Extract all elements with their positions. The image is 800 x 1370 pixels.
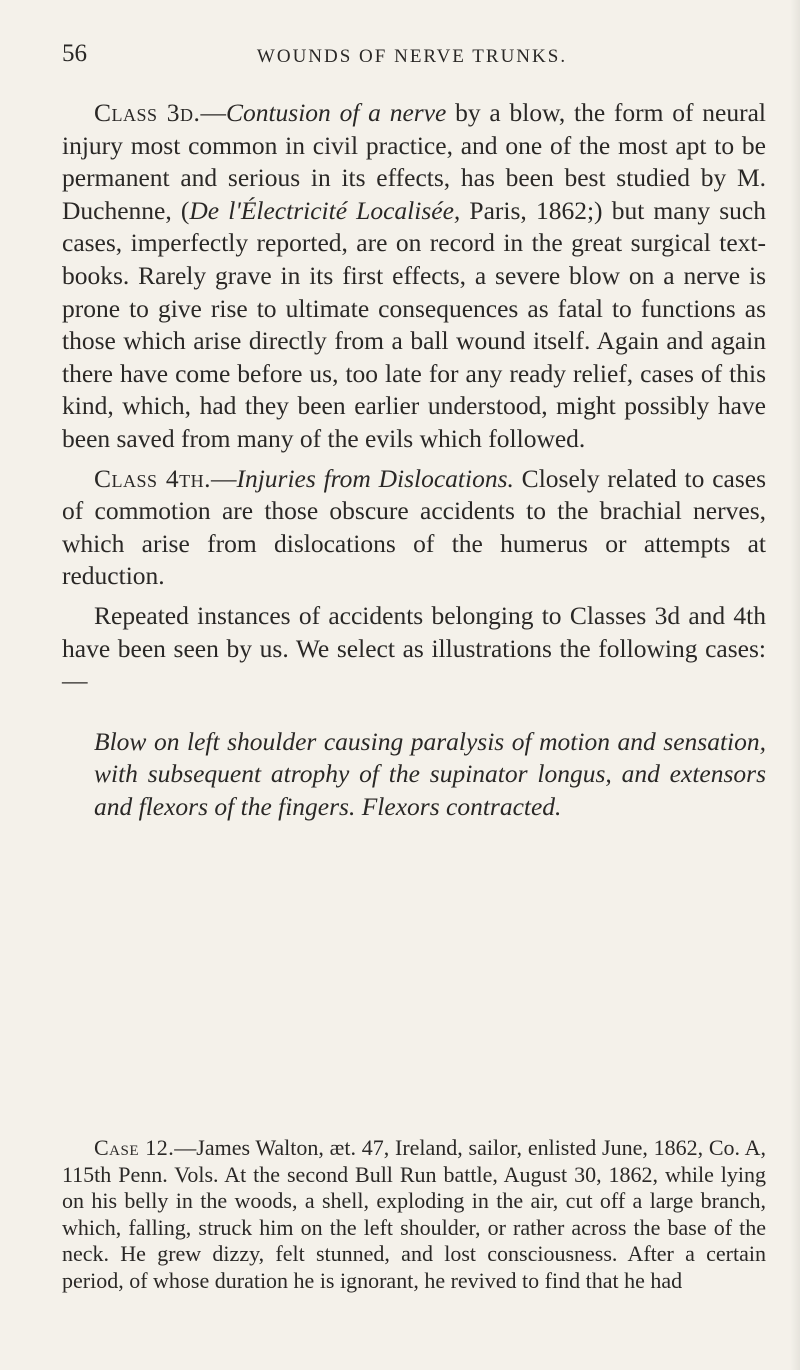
body-text [62,97,766,823]
paragraph-repeated-instances: Repeated instances of accidents belonging to Classes 3d and 4th have been seen by us. We select as illustrations the following cases:— [62,600,766,696]
case-report [62,1135,766,1295]
case-dash: — [174,1135,197,1160]
paragraph-class-4 [62,463,766,593]
case-label: Case 12. [94,1135,175,1160]
class-3d-label: Class 3d. [94,98,201,127]
class-3d-citation: De l'Électricité Localisée, [189,195,461,225]
class-3d-title: Contusion of a nerve [225,98,447,127]
running-head [62,40,762,80]
class-4-title: Injuries from Dislocations. [236,463,514,493]
class-4-dash: — [210,463,237,493]
page-number: 56 [62,40,87,67]
page-edge-shadow [790,0,800,1370]
case-heading: Blow on left shoulder causing paralysis of motion and sensation, with subsequent atrophy of the supinator longus, and extensors and flexors of the fingers. Flexors contracted. [94,726,766,821]
paragraph-class-3d [62,97,766,456]
class-3d-text-1: by a blow, the form of neural injury most common in civil practice, and one of the most apt to be permanent and serious in its effects, has been best studied by M. Duchenne, ( [62,98,766,225]
class-3d-dash: — [200,98,226,127]
class-3d-text-2: Paris, 1862;) but many such cases, imperfectly reported, are on record in the great surgical text-books. Rarely grave in its first effects, a severe blow on a nerve is prone to give rise to ultimate consequences as fatal to functions as those which arise directly from a ball wound itself. Again and again there have come before us, too late for any ready relief, cases of this kind, which, had they been earlier understood, might possibly have been saved from many of the evils which followed. [62,195,766,453]
running-title: WOUNDS OF NERVE TRUNKS. [256,46,568,67]
case-12-paragraph [62,1135,766,1295]
class-4-text: Closely related to cases of commotion are those obscure accidents to the brachial nerves, which arise from dislocations of the humerus or attempts at reduction. [62,463,766,591]
case-text: James Walton, æt. 47, Ireland, sailor, enlisted June, 1862, Co. A, 115th Penn. Vols. At the second Bull Run battle, August 30, 1862, while lying on his belly in the woods, a shell, exploding in the air, cut off a large branch, which, falling, struck him on the left shoulder, or rather across the base of the neck. He grew dizzy, felt stunned, and lost consciousness. After a certain period, of whose duration he is ignorant, he revived to find that he had [62,1135,766,1293]
class-4-label: Class 4th. [94,463,211,493]
